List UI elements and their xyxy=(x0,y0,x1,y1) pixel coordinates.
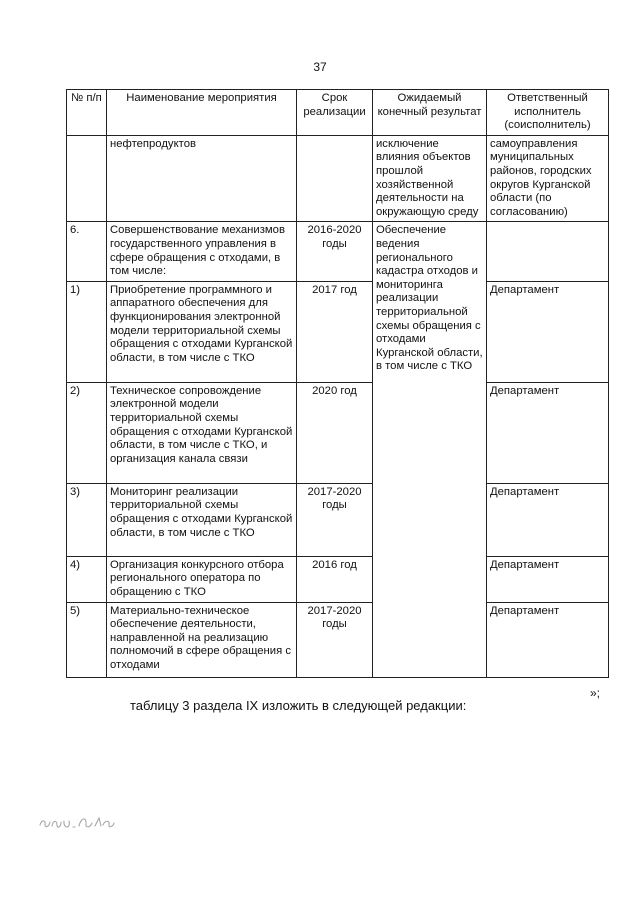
cell-executor: Департамент xyxy=(487,382,609,483)
cell-executor xyxy=(487,222,609,281)
cell-name: Мониторинг реализации территориальной схемы обращения с отходами Курганской области, в том числе с ТКО xyxy=(107,483,297,556)
cell-number: 3) xyxy=(67,483,107,556)
cell-name: нефтепродуктов xyxy=(107,135,297,222)
cell-term: 2017-2020 годы xyxy=(297,602,373,677)
cell-executor: Департамент xyxy=(487,602,609,677)
header-result: Ожидаемый конечный результат xyxy=(373,90,487,136)
closing-quote: »; xyxy=(590,686,601,700)
header-name: Наименование мероприятия xyxy=(107,90,297,136)
cell-result: исключение влияния объектов прошлой хозяйственной деятельности на окружающую среду xyxy=(373,135,487,222)
table-row xyxy=(67,382,609,483)
handwritten-note-signature xyxy=(37,811,117,833)
cell-executor: самоуправления муниципальных районов, городских округов Курганской области (по согласованию) xyxy=(487,135,609,222)
cell-term: 2017 год xyxy=(297,281,373,382)
cell-executor: Департамент xyxy=(487,281,609,382)
cell-number: 2) xyxy=(67,382,107,483)
header-number: № п/п xyxy=(67,90,107,136)
table-row xyxy=(67,483,609,556)
table-row xyxy=(67,135,609,222)
cell-name: Приобретение программного и аппаратного обеспечения для функционирования электронной модели территориальной схемы обращения с отходами Курганской области, в том числе с ТКО xyxy=(107,281,297,382)
cell-number: 5) xyxy=(67,602,107,677)
cell-name: Организация конкурсного отбора регионального оператора по обращению с ТКО xyxy=(107,556,297,602)
cell-term xyxy=(297,135,373,222)
cell-term: 2016 год xyxy=(297,556,373,602)
header-term: Срок реализации xyxy=(297,90,373,136)
cell-number: 6. xyxy=(67,222,107,281)
table-row xyxy=(67,556,609,602)
cell-term: 2016-2020 годы xyxy=(297,222,373,281)
cell-executor: Департамент xyxy=(487,483,609,556)
table-row xyxy=(67,281,609,382)
cell-name: Техническое сопровождение электронной модели территориальной схемы обращения с отходами Курганской области, в том числе с ТКО, и организация канала связи xyxy=(107,382,297,483)
cell-number: 4) xyxy=(67,556,107,602)
page-number: 37 xyxy=(313,60,327,74)
cell-executor: Департамент xyxy=(487,556,609,602)
cell-name: Совершенствование механизмов государственного управления в сфере обращения с отходами, в том числе: xyxy=(107,222,297,281)
cell-number xyxy=(67,135,107,222)
table-header-row xyxy=(67,90,609,136)
cell-result: Обеспечение ведения регионального кадастра отходов и мониторинга реализации территориальной схемы обращения с отходами Курганской области, в том числе с ТКО xyxy=(373,222,487,677)
followup-instruction: таблицу 3 раздела IX изложить в следующей редакции: xyxy=(130,698,467,713)
cell-term: 2017-2020 годы xyxy=(297,483,373,556)
header-executor: Ответственный исполнитель (соисполнитель) xyxy=(487,90,609,136)
cell-name: Материально-техническое обеспечение деятельности, направленной на реализацию полномочий в сфере обращения с отходами xyxy=(107,602,297,677)
measures-table xyxy=(66,89,609,678)
table-row xyxy=(67,602,609,677)
cell-number: 1) xyxy=(67,281,107,382)
cell-term: 2020 год xyxy=(297,382,373,483)
table-row xyxy=(67,222,609,281)
